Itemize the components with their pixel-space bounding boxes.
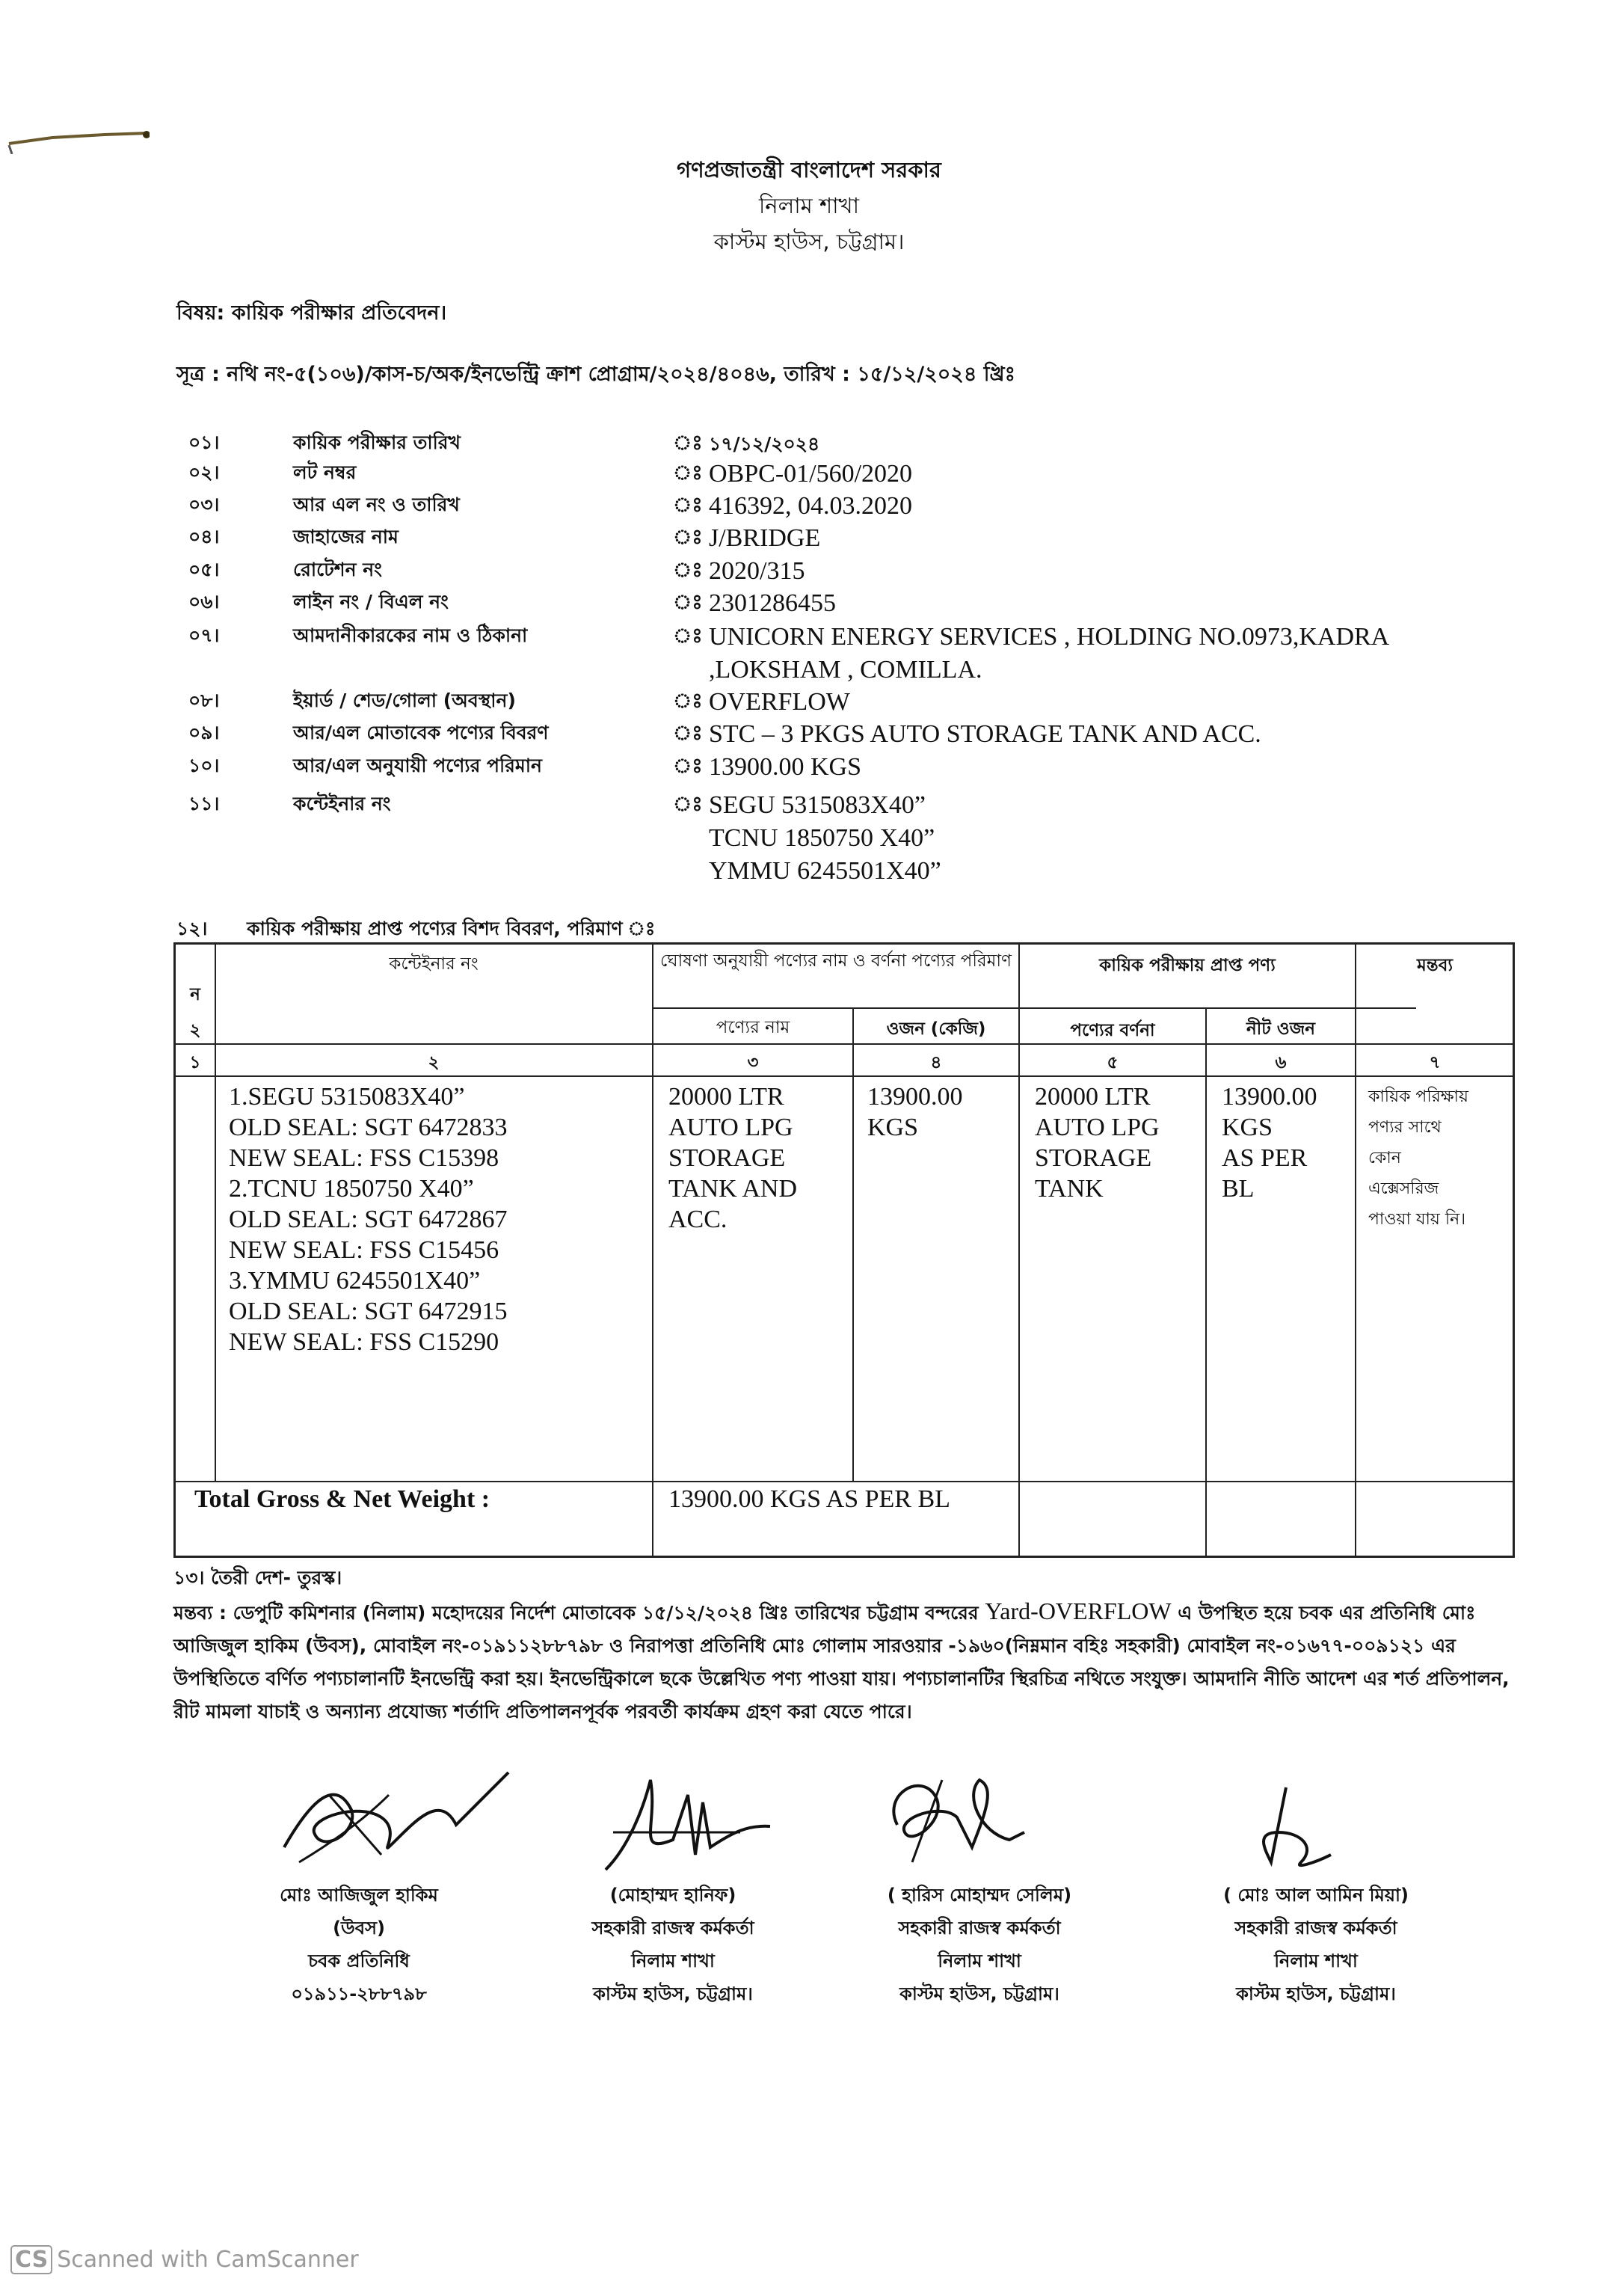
row-label: আর এল নং ও তারিখ: [293, 494, 460, 515]
signatory-line: কাস্টম হাউস, চট্টগ্রাম।: [1236, 1983, 1396, 2004]
row-value: OVERFLOW: [709, 688, 850, 716]
signature-4: [1234, 1780, 1338, 1877]
row-label: লাইন নং / বিএল নং: [293, 591, 449, 613]
info-row: [0, 718, 1618, 748]
row-value: 2020/315: [709, 557, 805, 585]
row-label: জাহাজের নাম: [293, 526, 399, 547]
info-row: [0, 789, 1618, 819]
signatory-line: নিলাম শাখা: [631, 1950, 715, 1971]
remarks-text-end: এ উপস্থিত হয়ে চবক এর প্রতিনিধি মোঃ আজিজুল হাকিম (উবস), মোবাইল নং-০১৯১১২৮৮৭৯৮ ও নিরাপত্তা প্রতিনিধি মোঃ গোলাম সারওয়ার -১৯৬০(নিম্নমান বহিঃ সহকারী) মোবাইল নং-০১৬৭৭-০০৯১২১ এর উপস্থিতিতে বর্ণিত পণ্যচালানটি ইনভেন্ট্রি করা হয়। ইনভেন্ট্রিকালে ছকে উল্লেখিত পণ্য পাওয়া যায়। পণ্যচালানটির স্থিরচিত্র নথিতে সংযুক্ত। আমদানি নীতি আদেশ এর শর্ত প্রতিপালন, রীট মামলা যাচাই ও অন্যান্য প্রযোজ্য শর্তাদি প্রতিপালনপূর্বক পরবর্তী কার্যক্রম গ্রহণ করা যেতে পারে।: [173, 1602, 1510, 1722]
row-number: ০৭।: [188, 624, 220, 646]
header-container: কন্টেইনার নং: [389, 954, 479, 974]
container-line: OLD SEAL: SGT 6472833: [229, 1114, 508, 1141]
signature-1: [269, 1750, 516, 1877]
row-number: ০১।: [188, 432, 220, 453]
row-value: 13900.00 KGS: [709, 753, 862, 781]
row-number: ১১।: [188, 793, 220, 814]
weight-line: KGS: [867, 1114, 919, 1141]
cell-net-weight: [1222, 1081, 1317, 1204]
container-line: NEW SEAL: FSS C15398: [229, 1144, 499, 1172]
signatory-officer-3: [1166, 1879, 1465, 2010]
row-label: লট নম্বর: [293, 461, 357, 483]
camscanner-logo-icon: CS: [10, 2245, 52, 2274]
header-serial: ন ২: [189, 985, 201, 1040]
goods-name-line: 20000 LTR: [668, 1083, 784, 1111]
row-colon: ঃ: [673, 793, 703, 816]
total-weight-label: Total Gross & Net Weight :: [194, 1485, 490, 1513]
signatory-line: (উবস): [333, 1918, 385, 1939]
country-of-origin: ১৩। তৈরী দেশ- তুরস্ক।: [173, 1567, 342, 1589]
remark-line: কোন: [1368, 1149, 1401, 1167]
container-extra: [0, 855, 1618, 885]
net-weight-line: KGS: [1222, 1114, 1273, 1141]
col-number: ১: [189, 1053, 201, 1072]
col-number: ২: [428, 1053, 440, 1072]
description-line: STORAGE: [1035, 1144, 1152, 1172]
row-value: STC – 3 PKGS AUTO STORAGE TANK AND ACC.: [709, 720, 1261, 748]
container-line: 1.SEGU 5315083X40”: [229, 1083, 465, 1111]
remarks-text-start: মন্তব্য : ডেপুটি কমিশনার (নিলাম) মহোদয়ের নির্দেশ মোতাবেক ১৫/১২/২০২৪ খ্রিঃ তারিখের চট্টগ্রাম বন্দরের: [173, 1602, 985, 1624]
signatory-port-representative: [224, 1879, 493, 2010]
signature-2: [591, 1765, 778, 1885]
row-label: রোটেশন নং: [293, 559, 382, 580]
signature-3: [867, 1765, 1032, 1877]
signatory-line: ০১৯১১-২৮৮৭৯৮: [291, 1983, 427, 2004]
info-row: [0, 458, 1618, 488]
signatory-name: মোঃ আজিজুল হাকিম: [280, 1885, 438, 1906]
info-row: [0, 621, 1618, 684]
row-label: আর/এল মোতাবেক পণ্যের বিবরণ: [293, 722, 549, 743]
row-colon: ঃ: [673, 690, 703, 713]
staple-mark: [7, 129, 150, 154]
signatory-officer-1: [538, 1879, 808, 2010]
section-number: ১২।: [176, 918, 208, 939]
container-line: 2.TCNU 1850750 X40”: [229, 1175, 474, 1203]
signatory-name: (মোহাম্মদ হানিফ): [609, 1885, 736, 1906]
row-value: J/BRIDGE: [709, 524, 821, 552]
row-number: ০২।: [188, 461, 220, 483]
signatory-line: চবক প্রতিনিধি: [308, 1950, 410, 1971]
row-label: কায়িক পরীক্ষার তারিখ: [293, 432, 461, 453]
info-row: [0, 428, 1618, 458]
container-number: TCNU 1850750 X40”: [709, 824, 935, 852]
row-colon: ঃ: [673, 432, 703, 455]
subject-line: বিষয়: কায়িক পরীক্ষার প্রতিবেদন।: [176, 301, 447, 325]
row-number: ১০।: [188, 755, 220, 776]
remark-line: কায়িক পরিক্ষায়: [1368, 1087, 1468, 1106]
row-value: 2301286455: [709, 589, 836, 617]
row-colon: ঃ: [673, 494, 703, 517]
container-line: NEW SEAL: FSS C15456: [229, 1236, 499, 1264]
signatory-name: ( মোঃ আল আমিন মিয়া): [1223, 1885, 1409, 1906]
row-label: আর/এল অনুযায়ী পণ্যের পরিমান: [293, 755, 542, 776]
signatory-line: কাস্টম হাউস, চট্টগ্রাম।: [899, 1983, 1059, 2004]
govt-title: গণপ্রজাতন্ত্রী বাংলাদেশ সরকার: [677, 157, 941, 182]
info-row: [0, 522, 1618, 552]
row-number: ০৮।: [188, 690, 220, 711]
section-name: নিলাম শাখা: [759, 193, 859, 218]
row-value: 416392, 04.03.2020: [709, 492, 912, 520]
row-number: ০৪।: [188, 526, 220, 547]
row-label: ইয়ার্ড / শেড/গোলা (অবস্থান): [293, 690, 516, 711]
header-net-weight: নীট ওজন: [1246, 1019, 1316, 1039]
info-row: [0, 751, 1618, 781]
camscanner-text: Scanned with CamScanner: [57, 2247, 359, 2273]
cell-remark: [1368, 1081, 1468, 1235]
signatory-line: সহকারী রাজস্ব কর্মকর্তা: [591, 1918, 754, 1939]
remark-line: পণ্যর সাথে: [1368, 1118, 1442, 1137]
info-row: [0, 490, 1618, 520]
container-line: OLD SEAL: SGT 6472915: [229, 1298, 508, 1325]
container-line: NEW SEAL: FSS C15290: [229, 1328, 499, 1356]
remarks-paragraph: [173, 1594, 1519, 1728]
row-colon: ঃ: [673, 559, 703, 582]
signatory-line: কাস্টম হাউস, চট্টগ্রাম।: [593, 1983, 753, 2004]
row-colon: ঃ: [673, 591, 703, 614]
signatory-line: নিলাম শাখা: [938, 1950, 1021, 1971]
total-weight-value: 13900.00 KGS AS PER BL: [668, 1485, 950, 1513]
net-weight-line: BL: [1222, 1175, 1255, 1203]
net-weight-line: AS PER: [1222, 1144, 1308, 1172]
goods-name-line: AUTO LPG: [668, 1114, 793, 1141]
description-line: 20000 LTR: [1035, 1083, 1151, 1111]
section-title: কায়িক পরীক্ষায় প্রাপ্ত পণ্যের বিশদ বিবরণ, পরিমাণ ঃ: [247, 918, 656, 939]
section-12-heading: [176, 914, 655, 946]
camscanner-watermark: [10, 2245, 359, 2274]
yard-name: Yard-OVERFLOW: [985, 1597, 1172, 1624]
goods-name-line: TANK AND: [668, 1175, 797, 1203]
row-value: OBPC-01/560/2020: [709, 460, 913, 488]
col-number: ৭: [1429, 1053, 1441, 1072]
remark-line: এক্সেসরিজ: [1368, 1179, 1439, 1198]
row-colon: ঃ: [673, 526, 703, 549]
goods-name-line: STORAGE: [668, 1144, 786, 1172]
col-number: ৩: [747, 1053, 759, 1072]
row-colon: ঃ: [673, 722, 703, 745]
goods-name-line: ACC.: [668, 1206, 728, 1233]
header-remark: মন্তব্য: [1416, 956, 1454, 975]
cell-containers: [229, 1081, 507, 1357]
header-description: পণ্যের বর্ণনা: [1070, 1021, 1155, 1040]
row-colon: ঃ: [673, 461, 703, 485]
container-extra: [0, 822, 1618, 852]
header-declared-goods: ঘোষণা অনুযায়ী পণ্যের নাম ও বর্ণনা পণ্যের পরিমাণ: [660, 951, 1012, 971]
net-weight-line: 13900.00: [1222, 1083, 1317, 1111]
container-line: 3.YMMU 6245501X40”: [229, 1267, 481, 1295]
row-colon: ঃ: [673, 755, 703, 778]
container-line: OLD SEAL: SGT 6472867: [229, 1206, 508, 1233]
header-goods-name: পণ্যের নাম: [716, 1018, 790, 1037]
cell-goods-name: [668, 1081, 797, 1235]
signatory-line: সহকারী রাজস্ব কর্মকর্তা: [1234, 1918, 1397, 1939]
signatory-name: ( হারিস মোহাম্মদ সেলিম): [887, 1885, 1072, 1906]
row-value: SEGU 5315083X40”: [709, 791, 926, 819]
remark-line: পাওয়া যায় নি।: [1368, 1210, 1466, 1229]
row-label: কন্টেইনার নং: [293, 793, 391, 814]
row-value: ১৭/১২/২০২৪: [709, 433, 820, 455]
signatory-officer-2: [830, 1879, 1129, 2010]
cell-weight: [867, 1081, 963, 1143]
office-address: কাস্টম হাউস, চট্টগ্রাম।: [713, 229, 905, 254]
signatory-line: সহকারী রাজস্ব কর্মকর্তা: [898, 1918, 1061, 1939]
row-colon: ঃ: [673, 624, 703, 648]
reference-line: সূত্র : নথি নং-৫(১০৬)/কাস-চ/অক/ইনভেন্ট্রি ক্রাশ প্রোগ্রাম/২০২৪/৪০৪৬, তারিখ : ১৫/১২/২০২৪ খ্রিঃ: [176, 363, 1015, 386]
info-row: [0, 587, 1618, 617]
row-number: ০৩।: [188, 494, 220, 515]
description-line: AUTO LPG: [1035, 1114, 1160, 1141]
info-row: [0, 686, 1618, 716]
col-number: ৪: [930, 1053, 942, 1072]
header-found-goods: কায়িক পরীক্ষায় প্রাপ্ত পণ্য: [1099, 956, 1276, 975]
description-line: TANK: [1035, 1175, 1104, 1203]
weight-line: 13900.00: [867, 1083, 963, 1111]
signatory-line: নিলাম শাখা: [1274, 1950, 1358, 1971]
col-number: ৫: [1107, 1053, 1119, 1072]
col-number: ৬: [1275, 1053, 1287, 1072]
row-number: ০৬।: [188, 591, 220, 613]
header-weight: ওজন (কেজি): [886, 1019, 986, 1039]
container-number: YMMU 6245501X40”: [709, 857, 941, 885]
row-label: আমদানীকারকের নাম ও ঠিকানা: [293, 624, 528, 646]
row-number: ০৯।: [188, 722, 220, 743]
row-value: UNICORN ENERGY SERVICES , HOLDING NO.0973,KADRA ,LOKSHAM , COMILLA.: [709, 623, 1388, 684]
info-row: [0, 555, 1618, 585]
cell-description: [1035, 1081, 1160, 1204]
row-number: ০৫।: [188, 559, 220, 580]
